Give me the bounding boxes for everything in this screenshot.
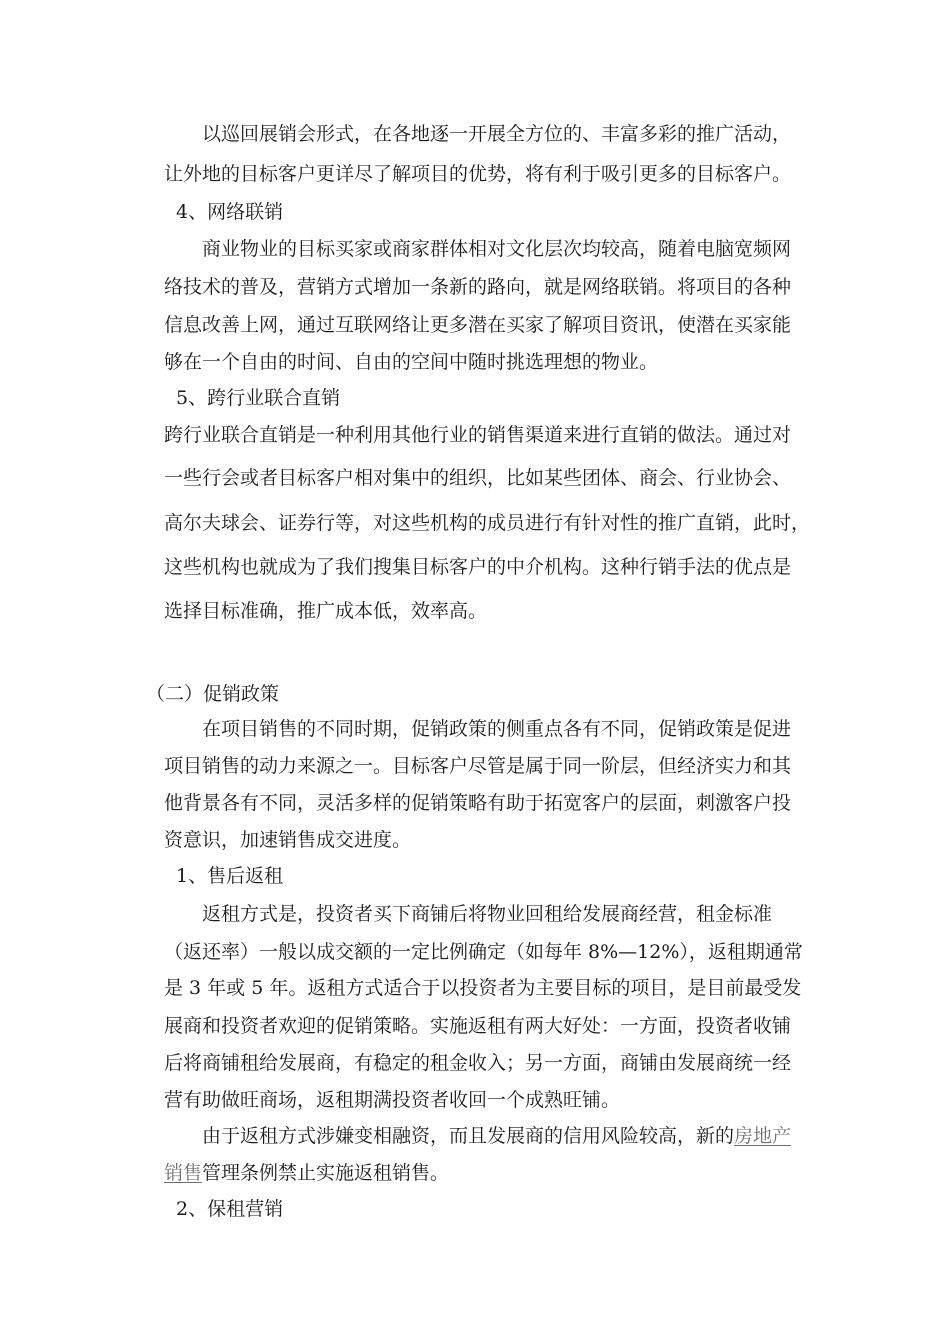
paragraph-line: 资意识，加速销售成交进度。 xyxy=(164,829,412,851)
heading-network-marketing: 4、网络联销 xyxy=(176,201,284,223)
paragraph-line: 是 3 年或 5 年。返租方式适合于以投资者为主要目标的项目，是目前最受发 xyxy=(164,977,802,999)
paragraph-line: 以巡回展销会形式，在各地逐一开展全方位的、丰富多彩的推广活动， xyxy=(202,123,792,145)
heading-guaranteed-rent-marketing: 2、保租营销 xyxy=(176,1198,284,1220)
paragraph-line: 营有助做旺商场，返租期满投资者收回一个成熟旺铺。 xyxy=(164,1089,621,1111)
paragraph-line: 选择目标准确，推广成本低，效率高。 xyxy=(164,600,488,622)
paragraph-line xyxy=(202,1123,791,1149)
paragraph-line: 他背景各有不同，灵活多样的促销策略有助于拓宽客户的层面，刺激客户投 xyxy=(164,792,792,814)
paragraph-line: 项目销售的动力来源之一。目标客户尽管是属于同一阶层，但经济实力和其 xyxy=(164,755,792,777)
paragraph-text: 由于返租方式涉嫌变相融资，而且发展商的信用风险较高，新的 xyxy=(202,1125,735,1147)
paragraph-line: 跨行业联合直销是一种利用其他行业的销售渠道来进行直销的做法。通过对 xyxy=(164,424,792,446)
paragraph-line: 信息改善上网，通过互联网络让更多潜在买家了解项目资讯，使潜在买家能 xyxy=(164,314,792,336)
paragraph-text: 管理条例禁止实施返租销售。 xyxy=(202,1162,450,1184)
section-heading-promotion-policy: （二）促销政策 xyxy=(146,683,280,705)
paragraph-line: （返还率）一般以成交额的一定比例确定（如每年 8%—12%），返租期通常 xyxy=(164,941,803,963)
paragraph-line: 返租方式是，投资者买下商铺后将物业回租给发展商经营，租金标准 xyxy=(202,903,773,925)
paragraph-line: 在项目销售的不同时期，促销政策的侧重点各有不同，促销政策是促进 xyxy=(202,718,792,740)
paragraph-line: 后将商铺租给发展商，有稳定的租金收入；另一方面，商铺由发展商统一经 xyxy=(164,1052,792,1074)
heading-leaseback: 1、售后返租 xyxy=(176,865,284,887)
paragraph-line: 商业物业的目标买家或商家群体相对文化层次均较高，随着电脑宽频网 xyxy=(202,238,792,260)
paragraph-line: 让外地的目标客户更详尽了解项目的优势，将有利于吸引更多的目标客户。 xyxy=(164,163,792,185)
paragraph-line: 够在一个自由的时间、自由的空间中随时挑选理想的物业。 xyxy=(164,351,659,373)
paragraph-line: 络技术的普及，营销方式增加一条新的路向，就是网络联销。将项目的各种 xyxy=(164,276,792,298)
real-estate-sales-link[interactable]: 房地产 xyxy=(734,1125,792,1147)
paragraph-line xyxy=(164,1160,449,1186)
paragraph-line: 一些行会或者目标客户相对集中的组织，比如某些团体、商会、行业协会、 xyxy=(164,467,792,489)
paragraph-line: 这些机构也就成为了我们搜集目标客户的中介机构。这种行销手法的优点是 xyxy=(164,556,792,578)
paragraph-line: 展商和投资者欢迎的促销策略。实施返租有两大好处：一方面，投资者收铺 xyxy=(164,1015,792,1037)
heading-cross-industry-sales: 5、跨行业联合直销 xyxy=(176,387,341,409)
real-estate-sales-link-continued[interactable]: 销售 xyxy=(164,1162,203,1184)
paragraph-line: 高尔夫球会、证券行等，对这些机构的成员进行有针对性的推广直销，此时， xyxy=(164,512,811,534)
